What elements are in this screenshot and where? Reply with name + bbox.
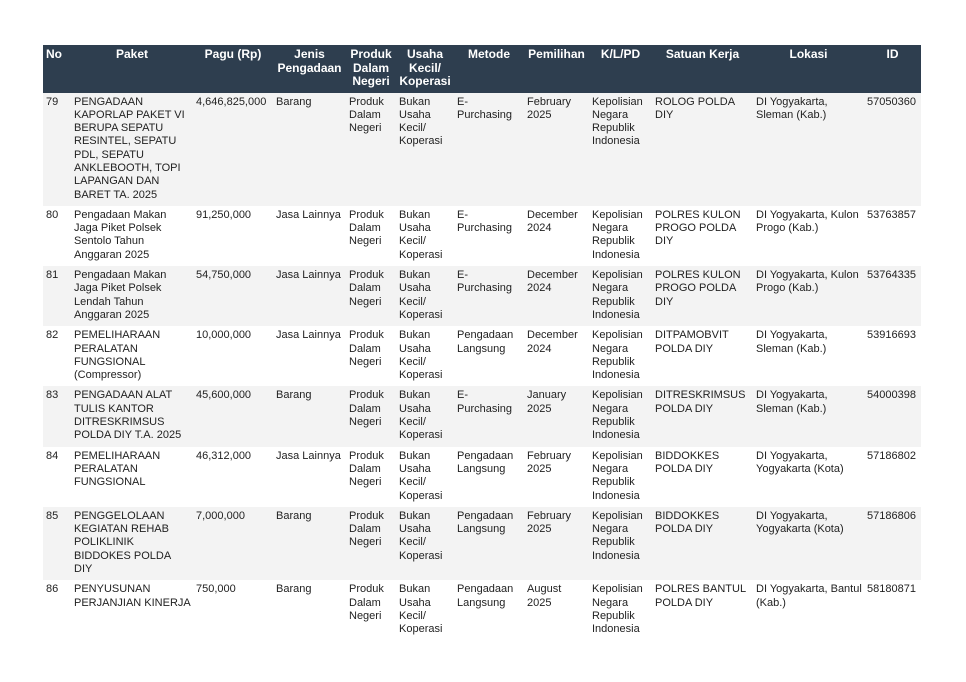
cell-pemilihan: December 2024 — [524, 266, 589, 326]
header-id: ID — [864, 45, 921, 93]
cell-no: 81 — [43, 266, 71, 326]
cell-jenis: Barang — [273, 580, 346, 640]
cell-lokasi: DI Yogyakarta, Kulon Progo (Kab.) — [753, 206, 864, 266]
cell-produk: Produk Dalam Negeri — [346, 386, 396, 446]
cell-jenis: Barang — [273, 386, 346, 446]
procurement-table — [43, 45, 921, 640]
cell-pagu: 750,000 — [193, 580, 273, 640]
table-row — [43, 507, 921, 580]
cell-id: 57186806 — [864, 507, 921, 580]
cell-klpd: Kepolisian Negara Republik Indonesia — [589, 580, 652, 640]
header-satuan-kerja: Satuan Kerja — [652, 45, 753, 93]
cell-lokasi: DI Yogyakarta, Kulon Progo (Kab.) — [753, 266, 864, 326]
cell-paket: PENGADAAN KAPORLAP PAKET VI BERUPA SEPATU RESINTEL, SEPATU PDL, SEPATU ANKLEBOOTH, TOPI LAPANGAN DAN BARET TA. 2025 — [71, 93, 193, 206]
cell-produk: Produk Dalam Negeri — [346, 206, 396, 266]
cell-pemilihan: January 2025 — [524, 386, 589, 446]
cell-usaha: Bukan Usaha Kecil/ Koperasi — [396, 580, 454, 640]
cell-klpd: Kepolisian Negara Republik Indonesia — [589, 386, 652, 446]
cell-pagu: 91,250,000 — [193, 206, 273, 266]
table-header-row — [43, 45, 921, 93]
cell-usaha: Bukan Usaha Kecil/ Koperasi — [396, 507, 454, 580]
cell-id: 54000398 — [864, 386, 921, 446]
cell-klpd: Kepolisian Negara Republik Indonesia — [589, 93, 652, 206]
cell-jenis: Barang — [273, 93, 346, 206]
cell-pagu: 7,000,000 — [193, 507, 273, 580]
cell-produk: Produk Dalam Negeri — [346, 266, 396, 326]
cell-usaha: Bukan Usaha Kecil/ Koperasi — [396, 386, 454, 446]
header-lokasi: Lokasi — [753, 45, 864, 93]
cell-usaha: Bukan Usaha Kecil/ Koperasi — [396, 447, 454, 507]
cell-satker: DITRESKRIMSUS POLDA DIY — [652, 386, 753, 446]
cell-produk: Produk Dalam Negeri — [346, 326, 396, 386]
cell-klpd: Kepolisian Negara Republik Indonesia — [589, 206, 652, 266]
cell-pemilihan: December 2024 — [524, 206, 589, 266]
cell-metode: Pengadaan Langsung — [454, 580, 524, 640]
cell-jenis: Jasa Lainnya — [273, 326, 346, 386]
cell-klpd: Kepolisian Negara Republik Indonesia — [589, 266, 652, 326]
cell-usaha: Bukan Usaha Kecil/ Koperasi — [396, 266, 454, 326]
cell-jenis: Jasa Lainnya — [273, 447, 346, 507]
cell-satker: ROLOG POLDA DIY — [652, 93, 753, 206]
cell-usaha: Bukan Usaha Kecil/ Koperasi — [396, 326, 454, 386]
header-paket: Paket — [71, 45, 193, 93]
cell-pemilihan: August 2025 — [524, 580, 589, 640]
table-row — [43, 326, 921, 386]
cell-pemilihan: February 2025 — [524, 447, 589, 507]
header-pagu: Pagu (Rp) — [193, 45, 273, 93]
cell-no: 79 — [43, 93, 71, 206]
cell-satker: POLRES KULON PROGO POLDA DIY — [652, 206, 753, 266]
cell-id: 57050360 — [864, 93, 921, 206]
cell-no: 85 — [43, 507, 71, 580]
table-row — [43, 447, 921, 507]
cell-satker: POLRES KULON PROGO POLDA DIY — [652, 266, 753, 326]
cell-pagu: 10,000,000 — [193, 326, 273, 386]
table-row — [43, 580, 921, 640]
cell-no: 80 — [43, 206, 71, 266]
cell-paket: PEMELIHARAAN PERALATAN FUNGSIONAL — [71, 447, 193, 507]
cell-lokasi: DI Yogyakarta, Sleman (Kab.) — [753, 326, 864, 386]
cell-pemilihan: February 2025 — [524, 507, 589, 580]
cell-metode: E-Purchasing — [454, 386, 524, 446]
cell-paket: PENGGELOLAAN KEGIATAN REHAB POLIKLINIK BIDDOKES POLDA DIY — [71, 507, 193, 580]
cell-pemilihan: February 2025 — [524, 93, 589, 206]
header-usaha-kecil-koperasi: Usaha Kecil/ Koperasi — [396, 45, 454, 93]
cell-klpd: Kepolisian Negara Republik Indonesia — [589, 507, 652, 580]
cell-id: 53916693 — [864, 326, 921, 386]
cell-produk: Produk Dalam Negeri — [346, 507, 396, 580]
cell-satker: DITPAMOBVIT POLDA DIY — [652, 326, 753, 386]
cell-satker: POLRES BANTUL POLDA DIY — [652, 580, 753, 640]
cell-lokasi: DI Yogyakarta, Bantul (Kab.) — [753, 580, 864, 640]
cell-pagu: 45,600,000 — [193, 386, 273, 446]
cell-no: 84 — [43, 447, 71, 507]
cell-pagu: 4,646,825,000 — [193, 93, 273, 206]
cell-no: 83 — [43, 386, 71, 446]
cell-produk: Produk Dalam Negeri — [346, 580, 396, 640]
cell-pemilihan: December 2024 — [524, 326, 589, 386]
cell-usaha: Bukan Usaha Kecil/ Koperasi — [396, 93, 454, 206]
cell-paket: Pengadaan Makan Jaga Piket Polsek Lendah Tahun Anggaran 2025 — [71, 266, 193, 326]
cell-metode: E-Purchasing — [454, 266, 524, 326]
cell-lokasi: DI Yogyakarta, Yogyakarta (Kota) — [753, 507, 864, 580]
cell-paket: Pengadaan Makan Jaga Piket Polsek Sentolo Tahun Anggaran 2025 — [71, 206, 193, 266]
cell-metode: E-Purchasing — [454, 206, 524, 266]
cell-no: 86 — [43, 580, 71, 640]
cell-satker: BIDDOKKES POLDA DIY — [652, 447, 753, 507]
cell-paket: PENYUSUNAN PERJANJIAN KINERJA — [71, 580, 193, 640]
header-pemilihan: Pemilihan — [524, 45, 589, 93]
table-row — [43, 206, 921, 266]
cell-pagu: 46,312,000 — [193, 447, 273, 507]
cell-metode: Pengadaan Langsung — [454, 447, 524, 507]
cell-satker: BIDDOKKES POLDA DIY — [652, 507, 753, 580]
cell-lokasi: DI Yogyakarta, Sleman (Kab.) — [753, 93, 864, 206]
cell-usaha: Bukan Usaha Kecil/ Koperasi — [396, 206, 454, 266]
cell-lokasi: DI Yogyakarta, Yogyakarta (Kota) — [753, 447, 864, 507]
header-jenis-pengadaan: Jenis Pengadaan — [273, 45, 346, 93]
cell-produk: Produk Dalam Negeri — [346, 447, 396, 507]
cell-paket: PEMELIHARAAN PERALATAN FUNGSIONAL (Compressor) — [71, 326, 193, 386]
cell-produk: Produk Dalam Negeri — [346, 93, 396, 206]
cell-metode: E-Purchasing — [454, 93, 524, 206]
cell-klpd: Kepolisian Negara Republik Indonesia — [589, 447, 652, 507]
table-row — [43, 266, 921, 326]
cell-id: 53763857 — [864, 206, 921, 266]
cell-metode: Pengadaan Langsung — [454, 507, 524, 580]
cell-jenis: Barang — [273, 507, 346, 580]
cell-lokasi: DI Yogyakarta, Sleman (Kab.) — [753, 386, 864, 446]
cell-metode: Pengadaan Langsung — [454, 326, 524, 386]
cell-jenis: Jasa Lainnya — [273, 206, 346, 266]
header-metode: Metode — [454, 45, 524, 93]
header-produk-dalam-negeri: Produk Dalam Negeri — [346, 45, 396, 93]
cell-pagu: 54,750,000 — [193, 266, 273, 326]
cell-id: 57186802 — [864, 447, 921, 507]
cell-no: 82 — [43, 326, 71, 386]
header-klpd: K/L/PD — [589, 45, 652, 93]
header-no: No — [43, 45, 71, 93]
cell-jenis: Jasa Lainnya — [273, 266, 346, 326]
cell-klpd: Kepolisian Negara Republik Indonesia — [589, 326, 652, 386]
cell-id: 58180871 — [864, 580, 921, 640]
table-row — [43, 386, 921, 446]
cell-id: 53764335 — [864, 266, 921, 326]
cell-paket: PENGADAAN ALAT TULIS KANTOR DITRESKRIMSUS POLDA DIY T.A. 2025 — [71, 386, 193, 446]
table-row — [43, 93, 921, 206]
